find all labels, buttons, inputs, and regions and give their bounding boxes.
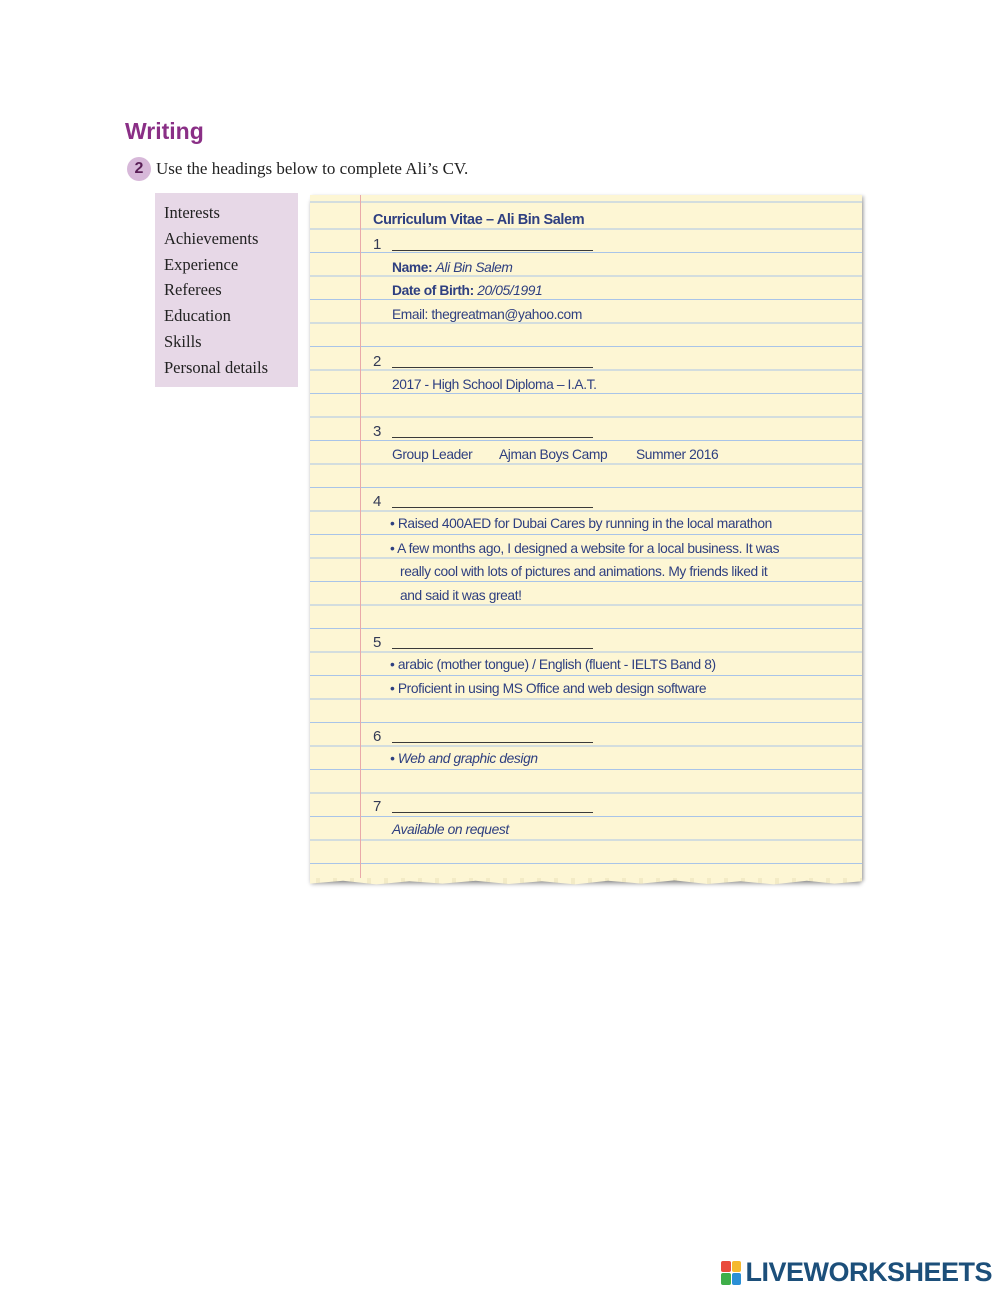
section-1-number: 1: [373, 236, 381, 253]
section-5-number: 5: [373, 634, 381, 651]
interest-bullet-1: • Web and graphic design: [390, 751, 538, 766]
headings-list: [164, 200, 298, 381]
heading-item: Skills: [164, 331, 202, 351]
section-4-number: 4: [373, 493, 381, 510]
logo-square-icon: [721, 1273, 731, 1285]
name-value: Ali Bin Salem: [435, 260, 513, 275]
personal-dob-line: [392, 284, 542, 298]
section-3-heading-blank[interactable]: [392, 437, 593, 438]
section-1-heading-blank[interactable]: [392, 250, 593, 251]
heading-item: Referees: [164, 280, 222, 300]
section-7-heading-blank[interactable]: [392, 812, 593, 813]
notebook-margin-line: [360, 195, 361, 880]
experience-place: Ajman Boys Camp: [499, 447, 608, 462]
heading-item: Achievements: [164, 228, 259, 248]
dob-value: 20/05/1991: [477, 283, 543, 298]
section-title: Writing: [125, 118, 204, 144]
achievement-bullet-1: • Raised 400AED for Dubai Cares by running in the local marathon: [390, 516, 772, 531]
section-5-heading-blank[interactable]: [392, 648, 593, 649]
section-3-number: 3: [373, 423, 381, 440]
experience-period: Summer 2016: [636, 447, 719, 462]
personal-email-line: Email: thegreatman@yahoo.com: [392, 307, 582, 322]
section-6-number: 6: [373, 728, 381, 745]
skill-bullet-1: • arabic (mother tongue) / English (fluent - IELTS Band 8): [390, 657, 716, 672]
name-label: Name:: [392, 260, 433, 275]
personal-name-line: [392, 261, 512, 275]
exercise-number-badge: 2: [127, 157, 151, 181]
cv-notebook-page: [310, 195, 862, 880]
heading-item: Interests: [164, 203, 220, 222]
headings-box: [155, 193, 298, 387]
logo-square-icon: [732, 1261, 742, 1273]
section-2-heading-blank[interactable]: [392, 367, 593, 368]
referees-line: Available on request: [392, 822, 509, 837]
logo-square-icon: [721, 1261, 731, 1273]
section-2-number: 2: [373, 353, 381, 370]
instruction-text: Use the headings below to complete Ali’s CV.: [156, 159, 469, 178]
experience-role: Group Leader: [392, 447, 473, 462]
cv-title: Curriculum Vitae – Ali Bin Salem: [373, 212, 585, 228]
section-4-heading-blank[interactable]: [392, 507, 593, 508]
section-6-heading-blank[interactable]: [392, 742, 593, 743]
section-7-number: 7: [373, 798, 381, 815]
education-line: 2017 - High School Diploma – I.A.T.: [392, 377, 597, 392]
logo-square-icon: [732, 1273, 742, 1285]
achievement-bullet-2: • A few months ago, I designed a website for a local business. It was: [390, 541, 780, 556]
heading-item: Education: [164, 306, 231, 326]
skill-bullet-2: • Proficient in using MS Office and web design software: [390, 681, 707, 696]
logo-mark-icon: [721, 1261, 741, 1285]
heading-item: Personal details: [164, 357, 269, 377]
achievement-bullet-2-cont: really cool with lots of pictures and animations. My friends liked it: [400, 564, 768, 579]
achievement-bullet-2-cont: and said it was great!: [400, 588, 522, 603]
exercise-instruction: [127, 157, 468, 181]
logo-text: LIVEWORKSHEETS: [745, 1257, 992, 1287]
dob-label: Date of Birth:: [392, 283, 474, 298]
heading-item: Experience: [164, 254, 239, 274]
liveworksheets-logo: [721, 1257, 992, 1288]
